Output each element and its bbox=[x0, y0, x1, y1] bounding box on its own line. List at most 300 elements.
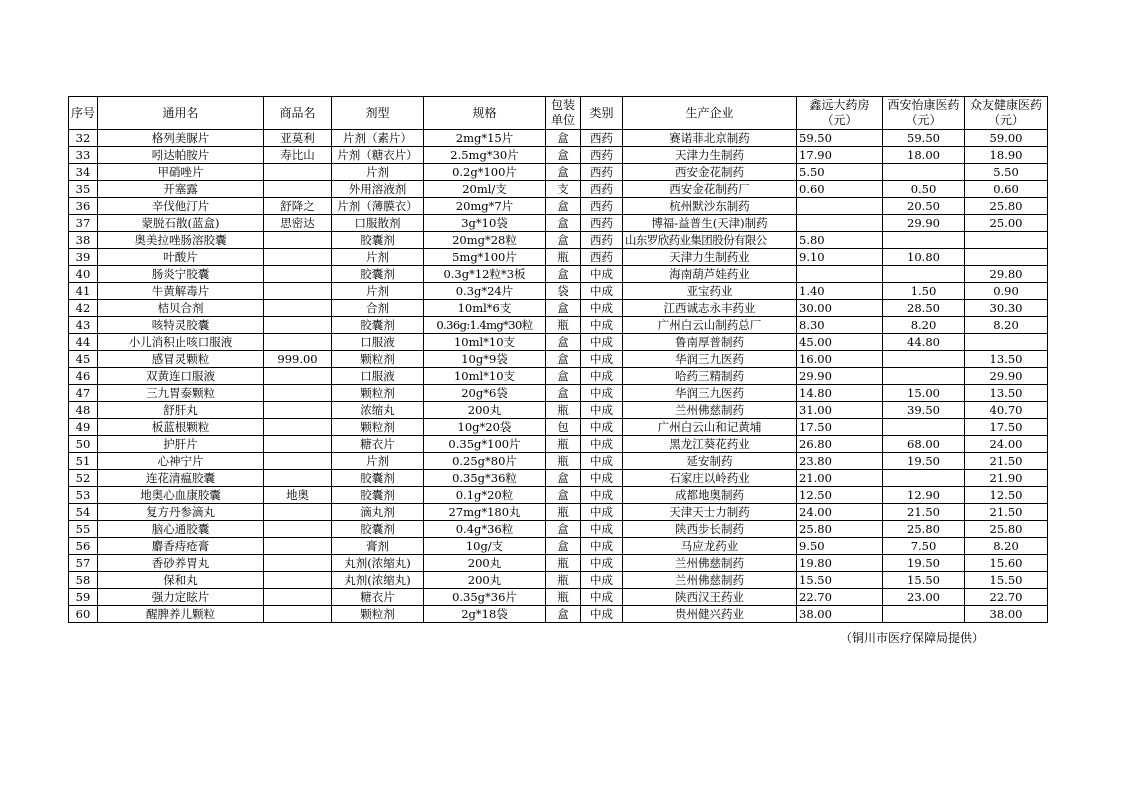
cell-price-zhongyou: 29.80 bbox=[965, 266, 1048, 283]
table-row bbox=[69, 521, 1048, 538]
header-dosage-form: 剂型 bbox=[332, 97, 424, 130]
cell-spec: 0.25g*80片 bbox=[424, 453, 546, 470]
cell-generic-name: 板蓝根颗粒 bbox=[98, 419, 264, 436]
cell-brand-name bbox=[264, 317, 332, 334]
cell-price-xian-yikang bbox=[883, 606, 965, 623]
cell-price-zhongyou: 21.50 bbox=[965, 504, 1048, 521]
cell-category: 中成 bbox=[581, 453, 623, 470]
cell-price-zhongyou: 38.00 bbox=[965, 606, 1048, 623]
cell-price-xinyuan: 1.40 bbox=[797, 283, 883, 300]
cell-price-xian-yikang: 8.20 bbox=[883, 317, 965, 334]
header-price-xian-yikang: 西安怡康医药（元） bbox=[883, 97, 965, 130]
cell-brand-name bbox=[264, 572, 332, 589]
cell-price-xian-yikang: 44.80 bbox=[883, 334, 965, 351]
cell-seq: 48 bbox=[69, 402, 98, 419]
cell-dosage-form: 颗粒剂 bbox=[332, 419, 424, 436]
header-manufacturer: 生产企业 bbox=[623, 97, 797, 130]
cell-price-zhongyou: 18.90 bbox=[965, 147, 1048, 164]
cell-generic-name: 强力定眩片 bbox=[98, 589, 264, 606]
cell-price-xinyuan: 30.00 bbox=[797, 300, 883, 317]
cell-category: 西药 bbox=[581, 130, 623, 147]
cell-manufacturer: 黑龙江葵花药业 bbox=[623, 436, 797, 453]
cell-brand-name: 寿比山 bbox=[264, 147, 332, 164]
cell-category: 中成 bbox=[581, 266, 623, 283]
table-row bbox=[69, 419, 1048, 436]
cell-brand-name bbox=[264, 538, 332, 555]
cell-generic-name: 双黄连口服液 bbox=[98, 368, 264, 385]
cell-price-xinyuan: 29.90 bbox=[797, 368, 883, 385]
cell-brand-name bbox=[264, 589, 332, 606]
cell-price-zhongyou: 30.30 bbox=[965, 300, 1048, 317]
cell-category: 中成 bbox=[581, 538, 623, 555]
cell-price-zhongyou bbox=[965, 334, 1048, 351]
cell-seq: 33 bbox=[69, 147, 98, 164]
cell-price-zhongyou: 0.90 bbox=[965, 283, 1048, 300]
table-row bbox=[69, 470, 1048, 487]
table-row bbox=[69, 538, 1048, 555]
cell-price-xian-yikang: 39.50 bbox=[883, 402, 965, 419]
table-row bbox=[69, 555, 1048, 572]
cell-seq: 53 bbox=[69, 487, 98, 504]
cell-generic-name: 感冒灵颗粒 bbox=[98, 351, 264, 368]
header-generic-name: 通用名 bbox=[98, 97, 264, 130]
cell-seq: 50 bbox=[69, 436, 98, 453]
cell-spec: 5mg*100片 bbox=[424, 249, 546, 266]
cell-spec: 10g*20袋 bbox=[424, 419, 546, 436]
cell-manufacturer: 广州白云山和记黄埔 bbox=[623, 419, 797, 436]
cell-spec: 0.3g*12粒*3板 bbox=[424, 266, 546, 283]
table-row bbox=[69, 249, 1048, 266]
cell-pack-unit: 盒 bbox=[546, 606, 581, 623]
cell-seq: 37 bbox=[69, 215, 98, 232]
cell-pack-unit: 盒 bbox=[546, 368, 581, 385]
cell-manufacturer: 赛诺菲北京制药 bbox=[623, 130, 797, 147]
cell-dosage-form: 颗粒剂 bbox=[332, 385, 424, 402]
table-row bbox=[69, 453, 1048, 470]
cell-generic-name: 叶酸片 bbox=[98, 249, 264, 266]
cell-brand-name bbox=[264, 164, 332, 181]
drug-price-table bbox=[68, 96, 1048, 623]
table-row bbox=[69, 198, 1048, 215]
cell-dosage-form: 片剂（糖衣片） bbox=[332, 147, 424, 164]
header-spec: 规格 bbox=[424, 97, 546, 130]
cell-brand-name bbox=[264, 283, 332, 300]
cell-category: 中成 bbox=[581, 283, 623, 300]
cell-price-xian-yikang: 1.50 bbox=[883, 283, 965, 300]
cell-pack-unit: 盒 bbox=[546, 300, 581, 317]
cell-brand-name bbox=[264, 521, 332, 538]
cell-brand-name bbox=[264, 334, 332, 351]
cell-spec: 20mg*28粒 bbox=[424, 232, 546, 249]
cell-price-zhongyou: 17.50 bbox=[965, 419, 1048, 436]
cell-spec: 0.36g:1.4mg*30粒 bbox=[424, 317, 546, 334]
cell-dosage-form: 片剂（薄膜衣） bbox=[332, 198, 424, 215]
cell-price-xian-yikang: 59.50 bbox=[883, 130, 965, 147]
cell-manufacturer: 天津力生制药业 bbox=[623, 249, 797, 266]
cell-price-zhongyou: 13.50 bbox=[965, 351, 1048, 368]
cell-brand-name bbox=[264, 368, 332, 385]
cell-price-xinyuan: 9.10 bbox=[797, 249, 883, 266]
header-pack-unit: 包装单位 bbox=[546, 97, 581, 130]
cell-seq: 59 bbox=[69, 589, 98, 606]
cell-manufacturer: 哈药三精制药 bbox=[623, 368, 797, 385]
cell-brand-name bbox=[264, 385, 332, 402]
cell-price-xinyuan bbox=[797, 266, 883, 283]
cell-price-xian-yikang bbox=[883, 419, 965, 436]
cell-generic-name: 奥美拉唑肠溶胶囊 bbox=[98, 232, 264, 249]
cell-brand-name: 999.00 bbox=[264, 351, 332, 368]
cell-dosage-form: 糖衣片 bbox=[332, 436, 424, 453]
cell-brand-name bbox=[264, 470, 332, 487]
cell-category: 西药 bbox=[581, 164, 623, 181]
cell-manufacturer: 延安制药 bbox=[623, 453, 797, 470]
cell-brand-name bbox=[264, 453, 332, 470]
cell-manufacturer: 天津天士力制药 bbox=[623, 504, 797, 521]
cell-price-xinyuan: 14.80 bbox=[797, 385, 883, 402]
cell-dosage-form: 胶囊剂 bbox=[332, 470, 424, 487]
cell-pack-unit: 盒 bbox=[546, 266, 581, 283]
cell-price-zhongyou: 25.80 bbox=[965, 198, 1048, 215]
cell-manufacturer: 华润三九医药 bbox=[623, 385, 797, 402]
cell-price-zhongyou: 8.20 bbox=[965, 538, 1048, 555]
cell-generic-name: 蒙脱石散(蓝盒) bbox=[98, 215, 264, 232]
cell-generic-name: 护肝片 bbox=[98, 436, 264, 453]
cell-seq: 39 bbox=[69, 249, 98, 266]
cell-generic-name: 保和丸 bbox=[98, 572, 264, 589]
cell-generic-name: 连花清瘟胶囊 bbox=[98, 470, 264, 487]
cell-pack-unit: 袋 bbox=[546, 283, 581, 300]
cell-dosage-form: 颗粒剂 bbox=[332, 606, 424, 623]
cell-dosage-form: 颗粒剂 bbox=[332, 351, 424, 368]
cell-price-xinyuan: 5.80 bbox=[797, 232, 883, 249]
cell-seq: 32 bbox=[69, 130, 98, 147]
cell-dosage-form: 膏剂 bbox=[332, 538, 424, 555]
cell-generic-name: 醒脾养儿颗粒 bbox=[98, 606, 264, 623]
cell-price-xinyuan: 23.80 bbox=[797, 453, 883, 470]
cell-dosage-form: 口服液 bbox=[332, 368, 424, 385]
cell-dosage-form: 浓缩丸 bbox=[332, 402, 424, 419]
cell-dosage-form: 片剂 bbox=[332, 249, 424, 266]
cell-dosage-form: 片剂 bbox=[332, 164, 424, 181]
cell-seq: 40 bbox=[69, 266, 98, 283]
cell-price-zhongyou bbox=[965, 232, 1048, 249]
cell-price-xinyuan: 8.30 bbox=[797, 317, 883, 334]
cell-price-zhongyou: 22.70 bbox=[965, 589, 1048, 606]
cell-price-xian-yikang: 25.80 bbox=[883, 521, 965, 538]
cell-generic-name: 开塞露 bbox=[98, 181, 264, 198]
cell-price-xinyuan: 15.50 bbox=[797, 572, 883, 589]
cell-brand-name bbox=[264, 436, 332, 453]
cell-brand-name: 亚莫利 bbox=[264, 130, 332, 147]
cell-brand-name bbox=[264, 419, 332, 436]
cell-spec: 10g/支 bbox=[424, 538, 546, 555]
cell-pack-unit: 瓶 bbox=[546, 572, 581, 589]
cell-dosage-form: 胶囊剂 bbox=[332, 487, 424, 504]
cell-seq: 45 bbox=[69, 351, 98, 368]
table-row bbox=[69, 283, 1048, 300]
cell-pack-unit: 盒 bbox=[546, 470, 581, 487]
table-row bbox=[69, 589, 1048, 606]
cell-price-zhongyou: 21.50 bbox=[965, 453, 1048, 470]
cell-price-zhongyou: 25.00 bbox=[965, 215, 1048, 232]
cell-price-xian-yikang: 12.90 bbox=[883, 487, 965, 504]
cell-manufacturer: 西安金花制药厂 bbox=[623, 181, 797, 198]
cell-category: 中成 bbox=[581, 385, 623, 402]
cell-pack-unit: 盒 bbox=[546, 147, 581, 164]
table-row bbox=[69, 606, 1048, 623]
cell-manufacturer: 陕西汉王药业 bbox=[623, 589, 797, 606]
cell-dosage-form: 糖衣片 bbox=[332, 589, 424, 606]
cell-generic-name: 格列美脲片 bbox=[98, 130, 264, 147]
cell-category: 中成 bbox=[581, 589, 623, 606]
cell-manufacturer: 西安金花制药 bbox=[623, 164, 797, 181]
table-row bbox=[69, 215, 1048, 232]
cell-category: 中成 bbox=[581, 470, 623, 487]
cell-category: 中成 bbox=[581, 317, 623, 334]
cell-spec: 200丸 bbox=[424, 555, 546, 572]
cell-price-xinyuan: 59.50 bbox=[797, 130, 883, 147]
cell-pack-unit: 盒 bbox=[546, 164, 581, 181]
cell-generic-name: 肠炎宁胶囊 bbox=[98, 266, 264, 283]
cell-brand-name bbox=[264, 300, 332, 317]
cell-brand-name bbox=[264, 555, 332, 572]
cell-seq: 51 bbox=[69, 453, 98, 470]
cell-manufacturer: 山东罗欣药业集团股份有限公 bbox=[623, 232, 797, 249]
cell-pack-unit: 盒 bbox=[546, 334, 581, 351]
cell-price-xinyuan: 38.00 bbox=[797, 606, 883, 623]
cell-pack-unit: 盒 bbox=[546, 198, 581, 215]
cell-seq: 49 bbox=[69, 419, 98, 436]
cell-price-zhongyou: 59.00 bbox=[965, 130, 1048, 147]
cell-dosage-form: 片剂 bbox=[332, 283, 424, 300]
cell-spec: 0.35g*36粒 bbox=[424, 470, 546, 487]
cell-category: 中成 bbox=[581, 436, 623, 453]
cell-pack-unit: 盒 bbox=[546, 521, 581, 538]
cell-manufacturer: 陕西步长制药 bbox=[623, 521, 797, 538]
cell-brand-name bbox=[264, 181, 332, 198]
cell-generic-name: 复方丹参滴丸 bbox=[98, 504, 264, 521]
cell-category: 中成 bbox=[581, 555, 623, 572]
cell-price-zhongyou: 8.20 bbox=[965, 317, 1048, 334]
cell-manufacturer: 天津力生制药 bbox=[623, 147, 797, 164]
cell-price-xinyuan bbox=[797, 215, 883, 232]
cell-spec: 20g*6袋 bbox=[424, 385, 546, 402]
cell-seq: 54 bbox=[69, 504, 98, 521]
cell-category: 中成 bbox=[581, 504, 623, 521]
table-row bbox=[69, 572, 1048, 589]
cell-brand-name bbox=[264, 606, 332, 623]
cell-seq: 44 bbox=[69, 334, 98, 351]
cell-category: 西药 bbox=[581, 232, 623, 249]
cell-price-zhongyou: 5.50 bbox=[965, 164, 1048, 181]
cell-category: 中成 bbox=[581, 606, 623, 623]
cell-pack-unit: 瓶 bbox=[546, 589, 581, 606]
cell-seq: 34 bbox=[69, 164, 98, 181]
cell-price-xian-yikang: 10.80 bbox=[883, 249, 965, 266]
cell-spec: 2g*18袋 bbox=[424, 606, 546, 623]
table-row bbox=[69, 147, 1048, 164]
table-row bbox=[69, 487, 1048, 504]
cell-spec: 0.3g*24片 bbox=[424, 283, 546, 300]
cell-spec: 10ml*6支 bbox=[424, 300, 546, 317]
cell-brand-name bbox=[264, 232, 332, 249]
source-note: （铜川市医疗保障局提供） bbox=[840, 631, 985, 645]
cell-seq: 42 bbox=[69, 300, 98, 317]
cell-seq: 57 bbox=[69, 555, 98, 572]
cell-price-xian-yikang: 0.50 bbox=[883, 181, 965, 198]
cell-seq: 41 bbox=[69, 283, 98, 300]
cell-pack-unit: 瓶 bbox=[546, 249, 581, 266]
cell-manufacturer: 兰州佛慈制药 bbox=[623, 402, 797, 419]
cell-seq: 55 bbox=[69, 521, 98, 538]
cell-spec: 2mg*15片 bbox=[424, 130, 546, 147]
cell-category: 西药 bbox=[581, 198, 623, 215]
cell-dosage-form: 丸剂(浓缩丸) bbox=[332, 555, 424, 572]
cell-pack-unit: 盒 bbox=[546, 215, 581, 232]
cell-generic-name: 舒肝丸 bbox=[98, 402, 264, 419]
cell-dosage-form: 胶囊剂 bbox=[332, 266, 424, 283]
cell-dosage-form: 外用溶液剂 bbox=[332, 181, 424, 198]
cell-seq: 43 bbox=[69, 317, 98, 334]
cell-price-xinyuan: 25.80 bbox=[797, 521, 883, 538]
cell-price-zhongyou: 40.70 bbox=[965, 402, 1048, 419]
table-row bbox=[69, 266, 1048, 283]
cell-price-xian-yikang: 19.50 bbox=[883, 555, 965, 572]
cell-pack-unit: 瓶 bbox=[546, 402, 581, 419]
cell-manufacturer: 海南葫芦娃药业 bbox=[623, 266, 797, 283]
cell-brand-name bbox=[264, 249, 332, 266]
cell-manufacturer: 华润三九医药 bbox=[623, 351, 797, 368]
cell-brand-name: 思密达 bbox=[264, 215, 332, 232]
cell-dosage-form: 口服液 bbox=[332, 334, 424, 351]
cell-dosage-form: 片剂 bbox=[332, 453, 424, 470]
cell-category: 中成 bbox=[581, 351, 623, 368]
cell-price-xian-yikang bbox=[883, 266, 965, 283]
cell-dosage-form: 胶囊剂 bbox=[332, 317, 424, 334]
cell-dosage-form: 滴丸剂 bbox=[332, 504, 424, 521]
cell-generic-name: 桔贝合剂 bbox=[98, 300, 264, 317]
cell-price-zhongyou: 21.90 bbox=[965, 470, 1048, 487]
table-row bbox=[69, 368, 1048, 385]
cell-spec: 200丸 bbox=[424, 402, 546, 419]
cell-manufacturer: 兰州佛慈制药 bbox=[623, 572, 797, 589]
cell-spec: 10ml*10支 bbox=[424, 368, 546, 385]
table-header-row bbox=[69, 97, 1048, 130]
cell-price-xian-yikang: 68.00 bbox=[883, 436, 965, 453]
cell-spec: 0.35g*100片 bbox=[424, 436, 546, 453]
cell-price-zhongyou: 24.00 bbox=[965, 436, 1048, 453]
table-body bbox=[69, 130, 1048, 623]
cell-pack-unit: 盒 bbox=[546, 232, 581, 249]
cell-price-xian-yikang bbox=[883, 232, 965, 249]
table-row bbox=[69, 385, 1048, 402]
cell-pack-unit: 支 bbox=[546, 181, 581, 198]
cell-price-xinyuan: 26.80 bbox=[797, 436, 883, 453]
cell-seq: 47 bbox=[69, 385, 98, 402]
header-seq: 序号 bbox=[69, 97, 98, 130]
cell-spec: 0.35g*36片 bbox=[424, 589, 546, 606]
cell-seq: 58 bbox=[69, 572, 98, 589]
cell-price-xian-yikang bbox=[883, 368, 965, 385]
cell-seq: 56 bbox=[69, 538, 98, 555]
cell-seq: 35 bbox=[69, 181, 98, 198]
cell-pack-unit: 瓶 bbox=[546, 317, 581, 334]
table-row bbox=[69, 351, 1048, 368]
cell-brand-name bbox=[264, 402, 332, 419]
cell-manufacturer: 杭州默沙东制药 bbox=[623, 198, 797, 215]
cell-price-zhongyou: 13.50 bbox=[965, 385, 1048, 402]
cell-pack-unit: 瓶 bbox=[546, 555, 581, 572]
cell-dosage-form: 丸剂(浓缩丸) bbox=[332, 572, 424, 589]
cell-manufacturer: 贵州健兴药业 bbox=[623, 606, 797, 623]
cell-category: 中成 bbox=[581, 487, 623, 504]
cell-category: 西药 bbox=[581, 147, 623, 164]
cell-price-zhongyou: 29.90 bbox=[965, 368, 1048, 385]
cell-brand-name bbox=[264, 266, 332, 283]
cell-price-xinyuan: 0.60 bbox=[797, 181, 883, 198]
table-row bbox=[69, 232, 1048, 249]
header-price-xinyuan: 鑫远大药房（元） bbox=[797, 97, 883, 130]
table-row bbox=[69, 402, 1048, 419]
cell-generic-name: 地奥心血康胶囊 bbox=[98, 487, 264, 504]
cell-price-xian-yikang: 18.00 bbox=[883, 147, 965, 164]
cell-spec: 20ml/支 bbox=[424, 181, 546, 198]
cell-brand-name: 地奥 bbox=[264, 487, 332, 504]
cell-category: 西药 bbox=[581, 181, 623, 198]
cell-brand-name bbox=[264, 504, 332, 521]
cell-generic-name: 辛伐他汀片 bbox=[98, 198, 264, 215]
header-price-zhongyou: 众友健康医药（元） bbox=[965, 97, 1048, 130]
cell-price-xian-yikang: 20.50 bbox=[883, 198, 965, 215]
table-row bbox=[69, 436, 1048, 453]
cell-category: 中成 bbox=[581, 368, 623, 385]
cell-price-xian-yikang: 23.00 bbox=[883, 589, 965, 606]
cell-generic-name: 心神宁片 bbox=[98, 453, 264, 470]
cell-price-xian-yikang: 21.50 bbox=[883, 504, 965, 521]
cell-price-xinyuan: 5.50 bbox=[797, 164, 883, 181]
cell-price-xinyuan: 16.00 bbox=[797, 351, 883, 368]
cell-category: 中成 bbox=[581, 572, 623, 589]
cell-manufacturer: 鲁南厚普制药 bbox=[623, 334, 797, 351]
cell-dosage-form: 口服散剂 bbox=[332, 215, 424, 232]
cell-price-xian-yikang: 28.50 bbox=[883, 300, 965, 317]
cell-price-xinyuan: 31.00 bbox=[797, 402, 883, 419]
cell-price-xinyuan: 45.00 bbox=[797, 334, 883, 351]
table-row bbox=[69, 181, 1048, 198]
cell-spec: 0.2g*100片 bbox=[424, 164, 546, 181]
cell-price-xinyuan: 12.50 bbox=[797, 487, 883, 504]
cell-price-xian-yikang bbox=[883, 470, 965, 487]
cell-spec: 10ml*10支 bbox=[424, 334, 546, 351]
cell-generic-name: 香砂养胃丸 bbox=[98, 555, 264, 572]
cell-category: 中成 bbox=[581, 402, 623, 419]
cell-pack-unit: 包 bbox=[546, 419, 581, 436]
cell-price-xinyuan: 22.70 bbox=[797, 589, 883, 606]
cell-price-xian-yikang bbox=[883, 351, 965, 368]
cell-price-zhongyou: 0.60 bbox=[965, 181, 1048, 198]
cell-generic-name: 咳特灵胶囊 bbox=[98, 317, 264, 334]
cell-seq: 38 bbox=[69, 232, 98, 249]
cell-spec: 27mg*180丸 bbox=[424, 504, 546, 521]
cell-manufacturer: 亚宝药业 bbox=[623, 283, 797, 300]
cell-category: 西药 bbox=[581, 249, 623, 266]
cell-category: 中成 bbox=[581, 521, 623, 538]
cell-price-zhongyou: 15.50 bbox=[965, 572, 1048, 589]
cell-seq: 52 bbox=[69, 470, 98, 487]
cell-category: 西药 bbox=[581, 215, 623, 232]
table-row bbox=[69, 334, 1048, 351]
cell-pack-unit: 盒 bbox=[546, 487, 581, 504]
